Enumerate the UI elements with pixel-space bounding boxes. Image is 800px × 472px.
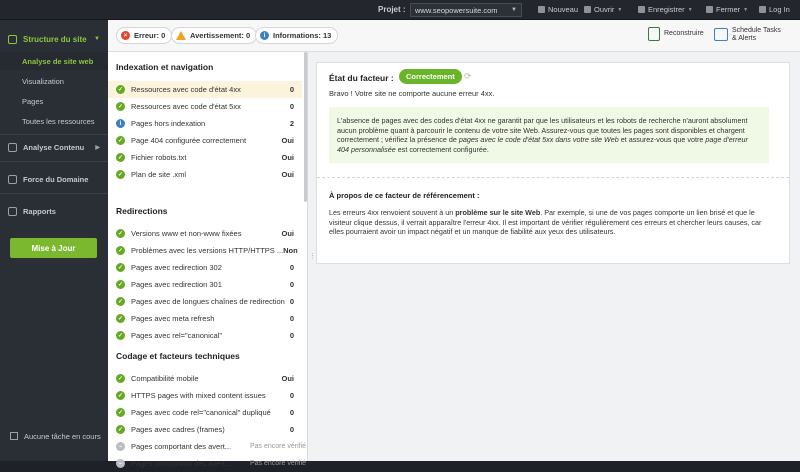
factor-value: Oui — [281, 374, 294, 383]
section-title: Redirections — [116, 206, 168, 216]
about-text-part: . Par exemple, si une de vos pages comporte un lien brisé et que le visiteur clique dessus, il verrait apparaître l'erreur 4xx. Il est important de vérifier régulièrement ces erreurs et chercher leurs causes, car elles pourraient avoir un impact négatif et un manque de fiabilité aux yeux des utilisateurs. — [329, 208, 762, 237]
check-icon: ✓ — [117, 427, 124, 433]
factor-value: 0 — [289, 263, 294, 272]
section-title: Indexation et navigation — [116, 62, 214, 72]
project-label: Projet : — [378, 5, 406, 14]
info-icon: i — [260, 31, 269, 40]
advice-box — [329, 107, 769, 163]
factor-label: Compatibilité mobile — [131, 374, 199, 383]
factor-row[interactable] — [108, 242, 302, 259]
factor-value: Non — [283, 246, 298, 255]
content-icon — [8, 143, 17, 152]
factor-value: 0 — [289, 408, 294, 417]
factor-value: 0 — [289, 391, 294, 400]
domain-icon — [8, 175, 17, 184]
factor-value: 0 — [289, 314, 294, 323]
rebuild-label: Reconstruire — [664, 30, 704, 38]
project-select[interactable] — [410, 3, 522, 17]
sidebar-item-label: Analyse Contenu — [23, 142, 85, 152]
warning-count: Avertissement: 0 — [190, 31, 251, 40]
check-icon: ✓ — [117, 231, 124, 237]
task-status[interactable] — [0, 425, 108, 447]
info-icon: i — [116, 119, 125, 128]
save-button-label: Enregistrer — [648, 5, 685, 14]
factor-row[interactable] — [108, 225, 302, 242]
factor-label: Pages avec de longues chaînes de redirection — [131, 297, 285, 306]
sidebar-item-label: Force du Domaine — [23, 174, 89, 184]
factor-row[interactable] — [108, 259, 302, 276]
check-icon: ✓ — [117, 104, 124, 110]
new-button[interactable] — [538, 5, 578, 14]
result-message: Bravo ! Votre site ne comporte aucune erreur 4xx. — [329, 89, 495, 98]
factor-value: 0 — [289, 425, 294, 434]
factor-label: Pages avec rel="canonical" — [131, 331, 223, 340]
pending-icon: – — [116, 442, 125, 451]
check-icon: ✓ — [117, 333, 124, 339]
update-button[interactable]: Mise à Jour — [10, 238, 97, 258]
close-button[interactable] — [706, 5, 748, 14]
schedule-label-line1: Schedule Tasks — [732, 27, 781, 34]
check-icon: ✓ — [117, 316, 124, 322]
check-icon: ✓ — [117, 265, 124, 271]
about-title: À propos de ce facteur de référencement : — [329, 191, 480, 200]
error-icon: × — [121, 31, 130, 40]
factor-value: Oui — [281, 170, 294, 179]
sidebar-item-content-analysis[interactable] — [0, 136, 108, 158]
factor-label: Plan de site .xml — [131, 170, 187, 179]
advice-emphasis: pages avec le code d'état 5xx dans votre site Web — [458, 135, 619, 145]
advice-emphasis: page d'erreur 404 personnalisée — [337, 135, 748, 155]
factor-value: 0 — [289, 280, 294, 289]
factor-row[interactable] — [108, 293, 302, 310]
factor-value: Oui — [281, 153, 294, 162]
sidebar-subitem-all-resources[interactable]: Toutes les ressources — [22, 116, 95, 126]
user-icon — [759, 6, 766, 13]
folder-icon — [584, 6, 591, 13]
factor-row[interactable] — [108, 327, 302, 344]
list-scrollbar[interactable] — [304, 52, 307, 202]
about-text-strong: problème sur le site Web — [455, 208, 541, 217]
schedule-label-line2: & Alerts — [732, 34, 757, 42]
main-area — [108, 20, 800, 468]
info-count: Informations: 13 — [273, 31, 332, 40]
factor-label: Pages comportant des avert... — [131, 459, 232, 468]
task-status-label: Aucune tâche en cours — [24, 431, 101, 441]
factor-label: Pages avec code rel="canonical" dupliqué — [131, 408, 271, 417]
factor-label: Ressources avec code d'état 5xx — [131, 102, 241, 111]
warning-icon — [176, 31, 186, 40]
schedule-label — [732, 27, 781, 42]
check-icon: ✓ — [117, 376, 124, 382]
advice-text: est correctement configurée. — [395, 145, 489, 155]
status-summary-bar — [108, 20, 800, 52]
factor-label: Pages avec redirection 302 — [131, 263, 222, 272]
factor-value: 0 — [289, 297, 294, 306]
chevron-down-icon: ▼ — [617, 6, 623, 13]
divider — [0, 193, 108, 194]
project-select-value: www.seopowersuite.com — [415, 6, 498, 15]
factor-value: 2 — [289, 119, 294, 128]
factor-row[interactable] — [108, 421, 302, 438]
sidebar-item-label: Rapports — [23, 206, 56, 216]
divider — [0, 161, 108, 162]
open-button[interactable] — [584, 5, 622, 14]
status-badge: Correctement — [399, 69, 462, 84]
rebuild-button[interactable] — [648, 27, 704, 41]
factor-label: Page 404 configurée correctement — [131, 136, 247, 145]
sidebar-item-domain-strength[interactable] — [0, 168, 108, 190]
factor-row[interactable] — [108, 438, 307, 455]
refresh-icon[interactable]: ⟳ — [464, 71, 472, 81]
about-text-part: Les erreurs 4xx renvoient souvent à un — [329, 208, 456, 217]
factor-value: Pas encore vérifié — [250, 460, 307, 467]
check-icon: ✓ — [117, 155, 124, 161]
factor-row[interactable] — [108, 310, 302, 327]
rebuild-icon — [648, 27, 660, 41]
check-icon: ✓ — [117, 138, 124, 144]
factor-value: Oui — [281, 229, 294, 238]
pending-icon: – — [116, 459, 125, 468]
factor-status-title: État du facteur : — [329, 73, 394, 83]
error-count: Erreur: 0 — [134, 31, 166, 40]
new-button-label: Nouveau — [548, 5, 579, 14]
open-button-label: Ouvrir — [594, 5, 615, 14]
sidebar — [0, 20, 108, 461]
factor-label: Problèmes avec les versions HTTP/HTTPS ... — [131, 246, 284, 255]
factor-row[interactable] — [108, 387, 302, 404]
chevron-down-icon: ▼ — [743, 6, 749, 13]
check-icon: ✓ — [117, 282, 124, 288]
chevron-down-icon: ▼ — [511, 7, 517, 13]
factor-row[interactable] — [108, 276, 302, 293]
save-icon — [638, 6, 645, 13]
factor-value: 0 — [289, 85, 294, 94]
factor-label: Fichier robots.txt — [131, 153, 187, 162]
factor-row[interactable] — [108, 166, 302, 183]
factor-row[interactable] — [108, 81, 302, 98]
info-filter[interactable] — [255, 27, 338, 44]
factor-label: HTTPS pages with mixed content issues — [131, 391, 266, 400]
top-toolbar — [0, 0, 800, 20]
check-icon: ✓ — [117, 248, 124, 254]
new-file-icon — [538, 6, 545, 13]
sidebar-subitem-visualization[interactable]: Visualization — [22, 76, 64, 86]
sidebar-subitem-pages[interactable]: Pages — [22, 96, 44, 106]
structure-icon — [8, 35, 17, 44]
error-filter[interactable] — [116, 27, 172, 44]
section-title: Codage et facteurs techniques — [116, 351, 240, 361]
chevron-down-icon: ▼ — [687, 6, 693, 13]
factor-row[interactable] — [108, 404, 302, 421]
factor-row[interactable] — [108, 455, 307, 472]
login-button[interactable] — [759, 5, 790, 14]
advice-text: L'absence de pages avec des codes d'état 4xx ne garantit par que les utilisateurs et les robots de recherche n'auront absolument aucun problème quant à parcourir le contenu de votre site Web. Assurez-vous que toutes les pages sont disponibles et chargent correctement ; vérifiez la présence de — [337, 116, 748, 145]
check-icon: ✓ — [117, 87, 124, 93]
calendar-icon — [714, 28, 728, 41]
check-icon: ✓ — [117, 172, 124, 178]
sidebar-item-reports[interactable] — [0, 200, 108, 222]
close-icon — [706, 6, 713, 13]
sidebar-item-label: Structure du site — [23, 34, 87, 44]
factor-value: Oui — [281, 136, 294, 145]
close-button-label: Fermer — [716, 5, 741, 14]
check-icon: ✓ — [117, 299, 124, 305]
factor-label: Pages avec redirection 301 — [131, 280, 222, 289]
factors-list — [108, 52, 308, 468]
divider — [317, 177, 789, 178]
advice-text: et assurez-vous que votre — [618, 135, 706, 145]
check-icon: ✓ — [117, 410, 124, 416]
factor-row[interactable] — [108, 115, 302, 132]
login-button-label: Log In — [769, 5, 790, 14]
factor-value: Pas encore vérifié — [250, 443, 307, 450]
save-button[interactable] — [638, 5, 693, 14]
about-text — [329, 208, 777, 237]
panel-splitter[interactable]: ⋮ — [309, 253, 316, 260]
factor-value: 0 — [289, 331, 294, 340]
factor-row[interactable] — [108, 149, 302, 166]
chevron-down-icon: ▼ — [94, 36, 100, 42]
reports-icon — [8, 207, 17, 216]
check-icon: ✓ — [117, 393, 124, 399]
sidebar-subitem-site-audit[interactable]: Analyse de site web — [0, 52, 108, 70]
tasks-icon — [10, 432, 18, 440]
factor-label: Pages avec cadres (frames) — [131, 425, 225, 434]
factor-detail-panel — [316, 62, 790, 264]
factor-row[interactable] — [108, 98, 302, 115]
factor-label: Pages hors indexation — [131, 119, 206, 128]
factor-value: 0 — [289, 102, 294, 111]
factor-label: Pages comportant des avert... — [131, 442, 232, 451]
factor-row[interactable] — [108, 132, 302, 149]
factor-label: Pages avec meta refresh — [131, 314, 215, 323]
schedule-tasks-button[interactable] — [714, 27, 781, 42]
divider — [0, 134, 108, 135]
warning-filter[interactable] — [171, 27, 257, 44]
sidebar-item-structure[interactable] — [0, 26, 108, 52]
factor-label: Versions www et non-www fixées — [131, 229, 242, 238]
factor-label: Ressources avec code d'état 4xx — [131, 85, 241, 94]
chevron-right-icon: ▶ — [95, 144, 100, 151]
factor-row[interactable] — [108, 370, 302, 387]
